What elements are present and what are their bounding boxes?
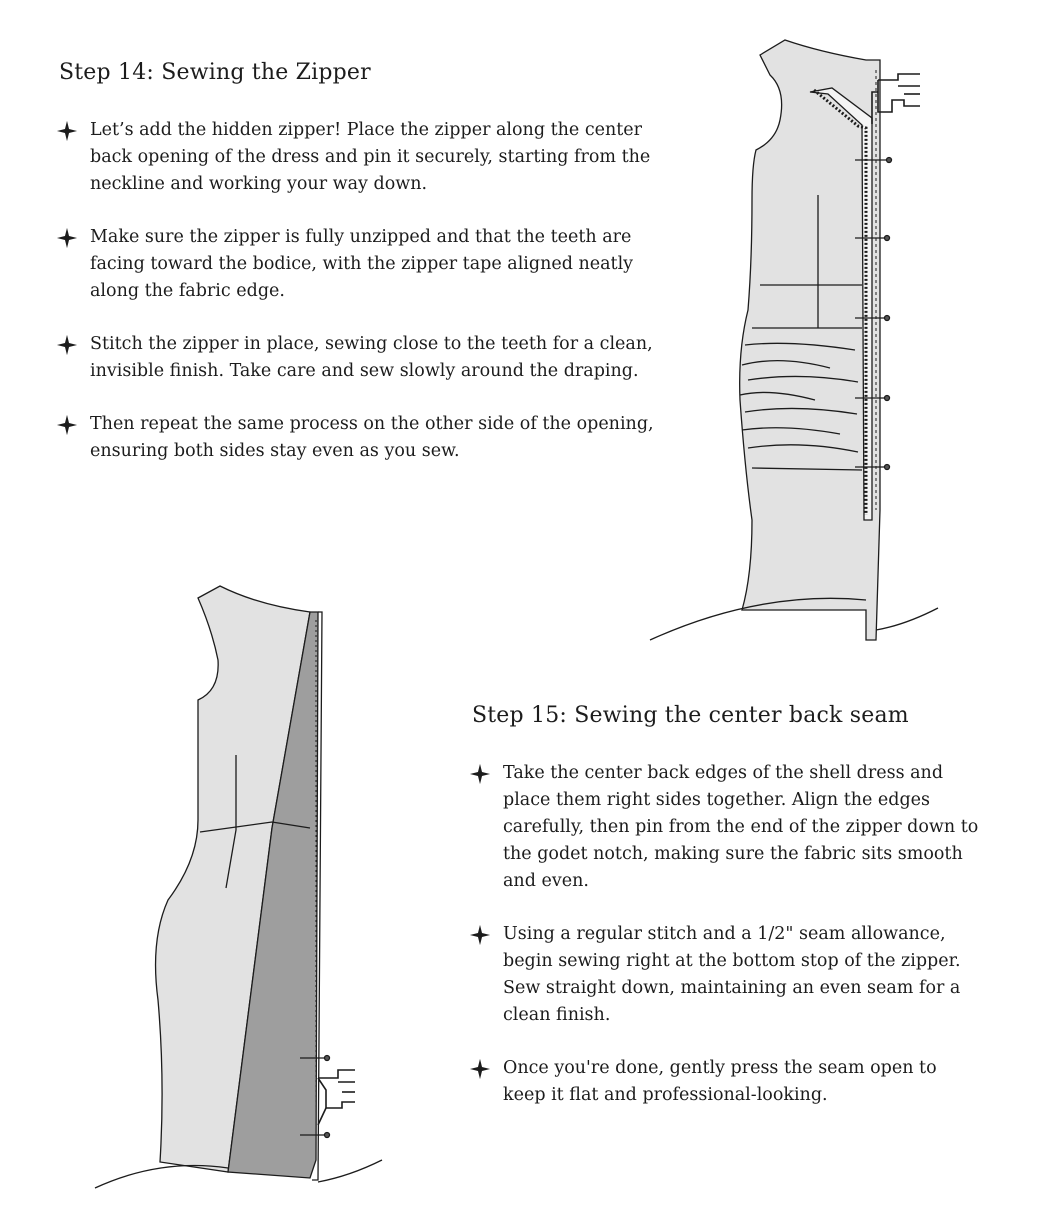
bullet-text: Once you're done, gently press the seam open to keep it flat and professional-looking. [503,1058,937,1105]
step14-title: Step 14: Sewing the Zipper [59,60,371,85]
bullet-text: Then repeat the same process on the other side of the opening, ensuring both sides stay even as you sew. [90,414,654,461]
bullet-text: Stitch the zipper in place, sewing close to the teeth for a clean, invisible finish. Take care and sew slowly around the draping. [90,334,653,381]
presser-foot-icon [318,1070,355,1125]
step15-title: Step 15: Sewing the center back seam [472,703,909,728]
bullet-text: Make sure the zipper is fully unzipped and that the teeth are facing toward the bodice, with the zipper tape aligned neatly along the fabric edge. [90,227,634,301]
bullet-text: Let’s add the hidden zipper! Place the zipper along the center back opening of the dress and pin it securely, starting from the neckline and working your way down. [90,120,651,194]
bullet-text: Using a regular stitch and a 1/2" seam allowance, begin sewing right at the bottom stop of the zipper. Sew straight down, maintaining an even seam for a clean finish. [503,924,961,1025]
bullet-text: Take the center back edges of the shell dress and place them right sides together. Align the edges carefully, then pin from the end of the zipper down to the godet notch, making sure the fabric sits smooth and even. [503,763,979,891]
